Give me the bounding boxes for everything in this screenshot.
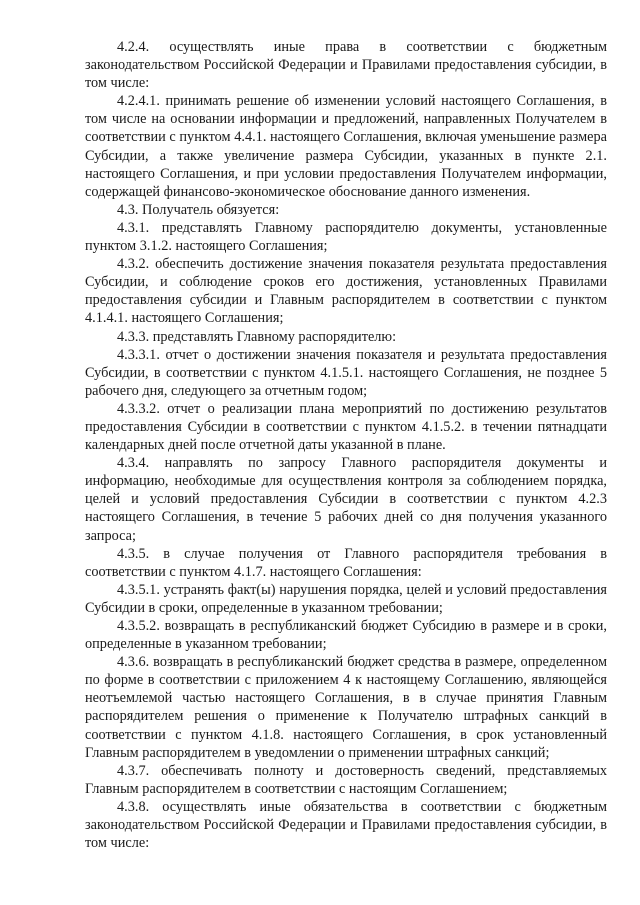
paragraph-4-3-2: 4.3.2. обеспечить достижение значения показателя результата предоставления Субсидии, и соблюдение сроков его достижения, установленных Правилами предоставления субсидии и Главным распорядителем в соответствии с пунктом 4.1.4.1. настоящего Соглашения; [85, 256, 607, 327]
paragraph-4-3-3-1: 4.3.3.1. отчет о достижении значения показателя и результата предоставления Субсидии, в соответствии с пунктом 4.1.5.1. настоящего Соглашения, не позднее 5 рабочего дня, следующего за отчетным годом; [85, 346, 607, 399]
paragraph-4-3-8: 4.3.8. осуществлять иные обязательства в соответствии с бюджетным законодательством Российской Федерации и Правилами предоставления субсидии, в том числе: [85, 798, 607, 852]
paragraph-4-2-4-1: 4.2.4.1. принимать решение об изменении условий настоящего Соглашения, в том числе на основании информации и предложений, направленных Получателем в соответствии с пунктом 4.4.1. настоящего Соглашения, включая уменьшение размера Субсидии, а также увеличение размера Субсидии, указанных в пункте 2.1. настоящего Соглашения, и при условии предоставления Получателем информации, содержащей финансово-экономическое обоснование данного изменения. [85, 93, 607, 200]
paragraph-4-3-3-2: 4.3.3.2. отчет о реализации плана мероприятий по достижению результатов предоставления Субсидии в соответствии с пунктом 4.1.5.2. в течении пятнадцати календарных дней после отчетной даты указанной в плане. [85, 400, 607, 454]
paragraph-4-3-4: 4.3.4. направлять по запросу Главного распорядителя документы и информацию, необходимые для осуществления контроля за соблюдением порядка, целей и условий предоставления Субсидии в соответствии с пунктом 4.2.3 настоящего Соглашения, в течение 5 рабочих дней со дня получения указанного запроса; [85, 455, 607, 544]
paragraph-4-3-1: 4.3.1. представлять Главному распорядителю документы, установленные пунктом 3.1.2. настоящего Соглашения; [85, 219, 607, 255]
paragraph-4-3-7: 4.3.7. обеспечивать полноту и достоверность сведений, представляемых Главным распорядителем в соответствии с настоящим Соглашением; [85, 762, 607, 797]
paragraph-4-3-6: 4.3.6. возвращать в республиканский бюджет средства в размере, определенном по форме в соответствии с приложением 4 к настоящему Соглашению, являющейся неотъемлемой частью настоящего Соглашения, в в случае принятия Главным распорядителем решения о применение к Получателю штрафных санкций в соответствии с пунктом 4.1.8. настоящего Соглашения, в срок установленный Главным распорядителем в уведомлении о применении штрафных санкций; [85, 654, 607, 761]
paragraph-4-2-4: 4.2.4. осуществлять иные права в соответствии с бюджетным законодательством Российской Федерации и Правилами предоставления субсидии, в том числе: [85, 39, 607, 92]
paragraph-4-3-3: 4.3.3. представлять Главному распорядителю: [117, 328, 397, 345]
paragraph-4-3-5: 4.3.5. в случае получения от Главного распорядителя требования в соответствии с пунктом 4.1.7. настоящего Соглашения: [85, 545, 607, 580]
paragraph-4-3-5-2: 4.3.5.2. возвращать в республиканский бюджет Субсидию в размере и в сроки, определенные в указанном требовании; [85, 618, 607, 653]
paragraph-4-3: 4.3. Получатель обязуется: [117, 201, 280, 218]
paragraph-4-3-5-1: 4.3.5.1. устранять факт(ы) нарушения порядка, целей и условий предоставления Субсидии в сроки, определенные в указанном требовании; [85, 581, 607, 616]
